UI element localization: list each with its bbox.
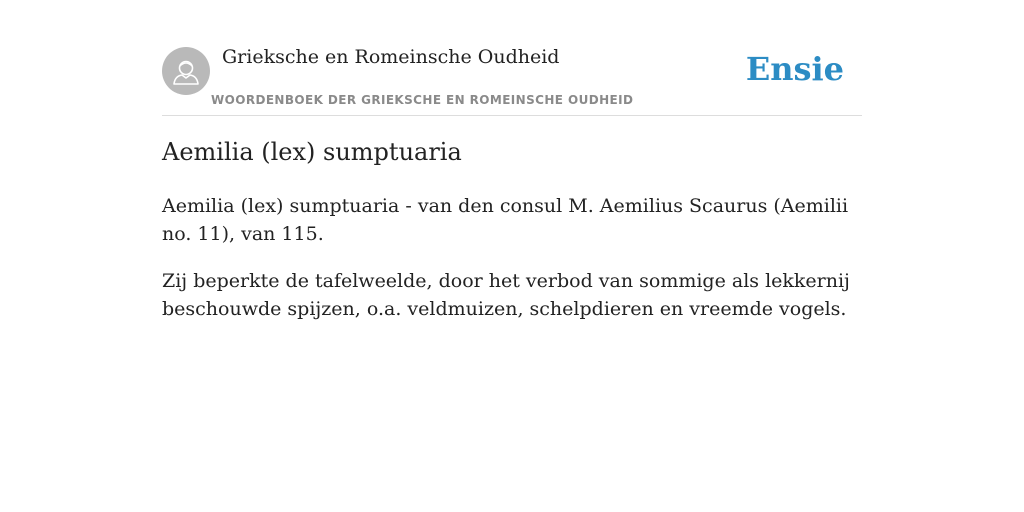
ensie-logo-link[interactable]: Ensie — [745, 50, 844, 88]
page-container — [162, 0, 862, 320]
source-title[interactable]: Grieksche en Romeinsche Oudheid — [222, 46, 560, 68]
article-body — [162, 192, 862, 342]
article-title: Aemilia (lex) sumptuaria — [162, 138, 462, 166]
article-paragraph-2: Zij beperkte de tafelweelde, door het verbod van sommige als lekkernij beschouwde spijzen, o.a. veldmuizen, schelpdieren en vreemde vogels. — [162, 270, 850, 320]
source-avatar[interactable] — [162, 47, 210, 95]
source-subtitle: WOORDENBOEK DER GRIEKSCHE EN ROMEINSCHE OUDHEID — [211, 93, 634, 107]
article-paragraph-1: Aemilia (lex) sumptuaria - van den consul M. Aemilius Scaurus (Aemilii no. 11), van 115. — [162, 195, 849, 245]
user-silhouette-icon — [162, 47, 210, 95]
source-header — [162, 0, 862, 116]
